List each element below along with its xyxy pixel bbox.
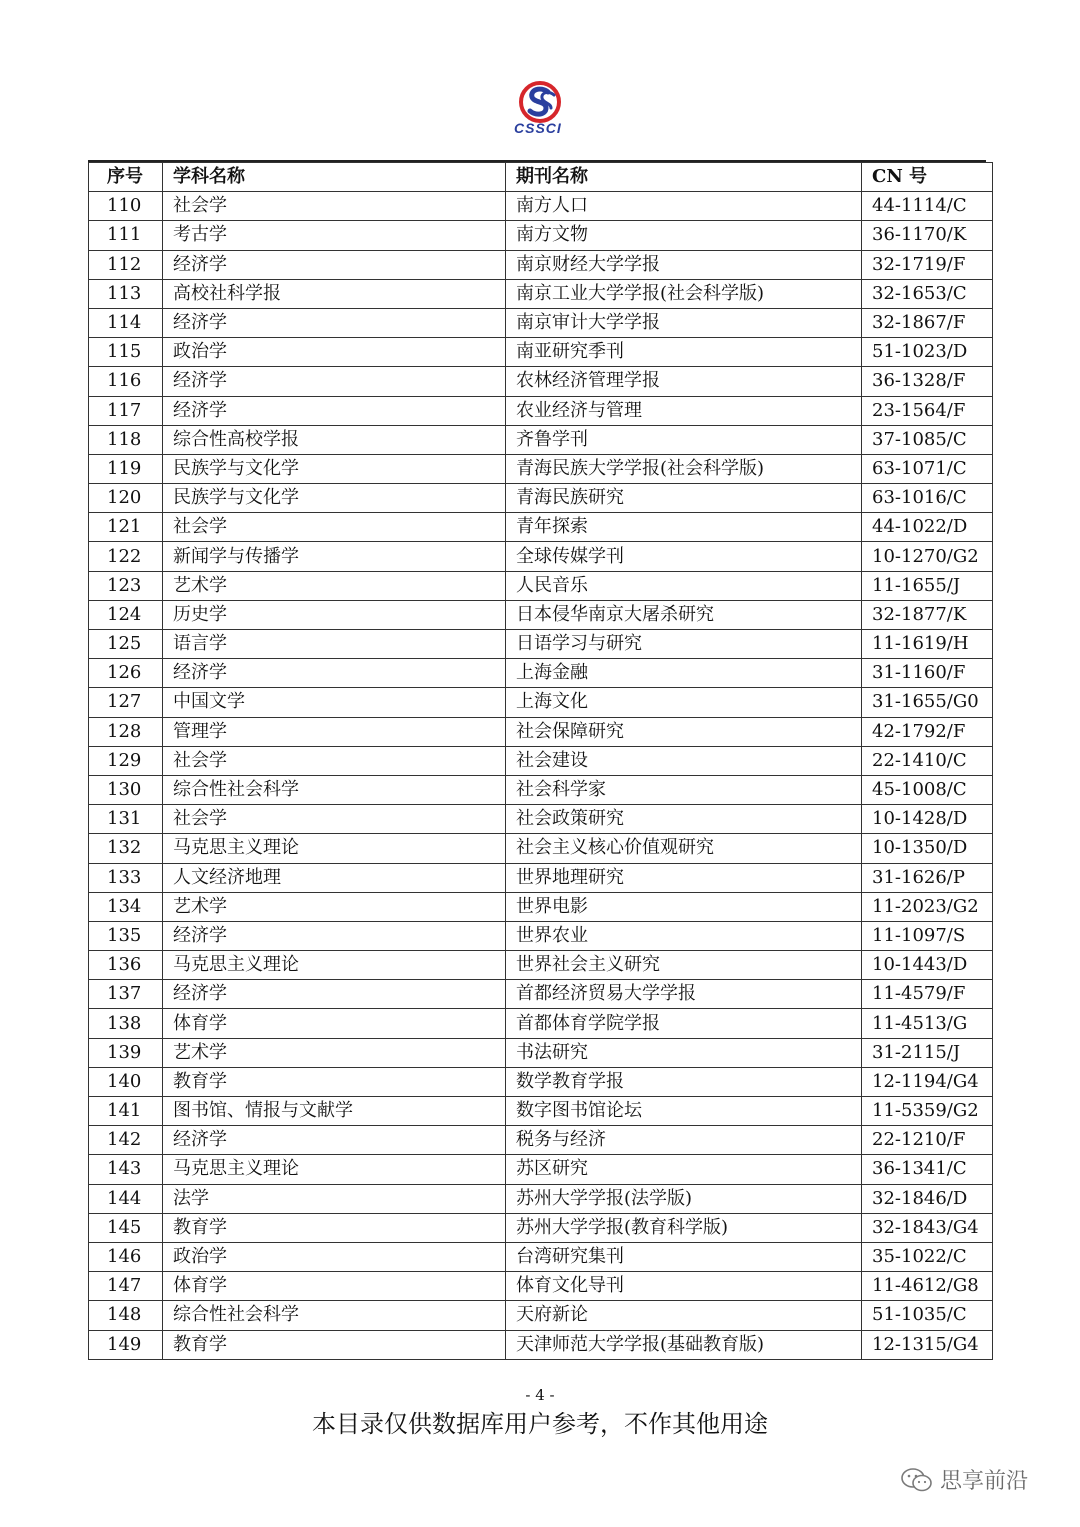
cell-index: 139 <box>89 1038 163 1067</box>
cell-index: 123 <box>89 571 163 600</box>
table-row <box>89 1097 993 1126</box>
header-cn: CN 号 <box>862 163 993 192</box>
table-row <box>89 396 993 425</box>
table-row <box>89 454 993 483</box>
cell-journal: 青年探索 <box>506 513 862 542</box>
cell-index: 113 <box>89 279 163 308</box>
cell-subject: 综合性社会科学 <box>163 775 506 804</box>
cell-cn: 11-1097/S <box>862 921 993 950</box>
cell-index: 149 <box>89 1330 163 1359</box>
cell-cn: 35-1022/C <box>862 1242 993 1271</box>
table-row <box>89 425 993 454</box>
cell-subject: 民族学与文化学 <box>163 454 506 483</box>
cell-subject: 教育学 <box>163 1213 506 1242</box>
cell-cn: 44-1022/D <box>862 513 993 542</box>
cell-subject: 教育学 <box>163 1067 506 1096</box>
table-row <box>89 746 993 775</box>
cell-cn: 12-1315/G4 <box>862 1330 993 1359</box>
cell-journal: 青海民族大学学报(社会科学版) <box>506 454 862 483</box>
cell-index: 120 <box>89 484 163 513</box>
table-row <box>89 571 993 600</box>
table-row <box>89 367 993 396</box>
cell-journal: 南方人口 <box>506 192 862 221</box>
cell-subject: 艺术学 <box>163 571 506 600</box>
cell-cn: 11-5359/G2 <box>862 1097 993 1126</box>
cell-journal: 全球传媒学刊 <box>506 542 862 571</box>
cell-journal: 体育文化导刊 <box>506 1272 862 1301</box>
cell-subject: 体育学 <box>163 1009 506 1038</box>
cell-journal: 税务与经济 <box>506 1126 862 1155</box>
cell-journal: 社会建设 <box>506 746 862 775</box>
table-header-row <box>89 163 993 192</box>
journal-table <box>88 162 993 1360</box>
logo-text: CSSCI <box>514 120 562 136</box>
cell-index: 136 <box>89 951 163 980</box>
cell-index: 127 <box>89 688 163 717</box>
cell-cn: 11-4579/F <box>862 980 993 1009</box>
cell-cn: 10-1270/G2 <box>862 542 993 571</box>
cell-subject: 经济学 <box>163 367 506 396</box>
table-row <box>89 1213 993 1242</box>
header-journal: 期刊名称 <box>506 163 862 192</box>
table-row <box>89 192 993 221</box>
cell-journal: 齐鲁学刊 <box>506 425 862 454</box>
cell-index: 125 <box>89 630 163 659</box>
cell-cn: 10-1428/D <box>862 805 993 834</box>
cell-index: 146 <box>89 1242 163 1271</box>
cell-cn: 36-1328/F <box>862 367 993 396</box>
table-row <box>89 980 993 1009</box>
table-row <box>89 600 993 629</box>
table-row <box>89 688 993 717</box>
cell-journal: 台湾研究集刊 <box>506 1242 862 1271</box>
cell-cn: 11-1655/J <box>862 571 993 600</box>
cell-cn: 31-1626/P <box>862 863 993 892</box>
cell-journal: 数学教育学报 <box>506 1067 862 1096</box>
cell-index: 145 <box>89 1213 163 1242</box>
table-row <box>89 308 993 337</box>
cell-journal: 世界电影 <box>506 892 862 921</box>
cell-subject: 新闻学与传播学 <box>163 542 506 571</box>
cell-subject: 社会学 <box>163 513 506 542</box>
cell-cn: 10-1350/D <box>862 834 993 863</box>
cell-subject: 语言学 <box>163 630 506 659</box>
cell-subject: 法学 <box>163 1184 506 1213</box>
cell-cn: 36-1170/K <box>862 221 993 250</box>
cell-journal: 社会政策研究 <box>506 805 862 834</box>
cell-journal: 数字图书馆论坛 <box>506 1097 862 1126</box>
table-row <box>89 892 993 921</box>
cell-subject: 综合性社会科学 <box>163 1301 506 1330</box>
cell-subject: 历史学 <box>163 600 506 629</box>
cell-cn: 45-1008/C <box>862 775 993 804</box>
cell-journal: 首都体育学院学报 <box>506 1009 862 1038</box>
cell-journal: 南亚研究季刊 <box>506 338 862 367</box>
table-row <box>89 834 993 863</box>
cell-subject: 经济学 <box>163 250 506 279</box>
cell-journal: 世界社会主义研究 <box>506 951 862 980</box>
cell-cn: 32-1867/F <box>862 308 993 337</box>
cell-journal: 南京财经大学学报 <box>506 250 862 279</box>
cell-index: 138 <box>89 1009 163 1038</box>
cell-journal: 社会科学家 <box>506 775 862 804</box>
table-row <box>89 630 993 659</box>
cell-journal: 苏州大学学报(教育科学版) <box>506 1213 862 1242</box>
cell-index: 144 <box>89 1184 163 1213</box>
table-row <box>89 1038 993 1067</box>
cell-subject: 艺术学 <box>163 1038 506 1067</box>
cell-subject: 民族学与文化学 <box>163 484 506 513</box>
cell-index: 128 <box>89 717 163 746</box>
cell-journal: 天津师范大学学报(基础教育版) <box>506 1330 862 1359</box>
cell-subject: 经济学 <box>163 308 506 337</box>
cell-index: 119 <box>89 454 163 483</box>
table-row <box>89 775 993 804</box>
cell-journal: 日本侵华南京大屠杀研究 <box>506 600 862 629</box>
cell-index: 142 <box>89 1126 163 1155</box>
watermark-text: 思享前沿 <box>940 1469 1029 1494</box>
cell-index: 126 <box>89 659 163 688</box>
cell-index: 117 <box>89 396 163 425</box>
cell-index: 148 <box>89 1301 163 1330</box>
header-index: 序号 <box>89 163 163 192</box>
watermark <box>900 1464 1028 1495</box>
table-row <box>89 338 993 367</box>
cell-subject: 人文经济地理 <box>163 863 506 892</box>
cell-subject: 考古学 <box>163 221 506 250</box>
cell-subject: 马克思主义理论 <box>163 1155 506 1184</box>
cell-subject: 经济学 <box>163 980 506 1009</box>
cell-subject: 高校社科学报 <box>163 279 506 308</box>
cell-index: 122 <box>89 542 163 571</box>
cell-cn: 23-1564/F <box>862 396 993 425</box>
cell-index: 133 <box>89 863 163 892</box>
cell-index: 132 <box>89 834 163 863</box>
cell-subject: 经济学 <box>163 921 506 950</box>
cell-subject: 经济学 <box>163 396 506 425</box>
table-row <box>89 1009 993 1038</box>
cell-journal: 世界农业 <box>506 921 862 950</box>
table-row <box>89 1126 993 1155</box>
cell-journal: 人民音乐 <box>506 571 862 600</box>
cell-journal: 首都经济贸易大学学报 <box>506 980 862 1009</box>
cell-index: 134 <box>89 892 163 921</box>
cell-journal: 青海民族研究 <box>506 484 862 513</box>
disclaimer-text: 本目录仅供数据库用户参考，不作其他用途 <box>312 1410 768 1438</box>
cell-journal: 南京审计大学学报 <box>506 308 862 337</box>
cell-subject: 马克思主义理论 <box>163 951 506 980</box>
table-row <box>89 1067 993 1096</box>
cell-index: 137 <box>89 980 163 1009</box>
cell-cn: 44-1114/C <box>862 192 993 221</box>
table-row <box>89 863 993 892</box>
cell-journal: 南方文物 <box>506 221 862 250</box>
cell-index: 143 <box>89 1155 163 1184</box>
wechat-icon <box>900 1467 934 1493</box>
table-row <box>89 1155 993 1184</box>
cell-subject: 政治学 <box>163 338 506 367</box>
cell-cn: 11-2023/G2 <box>862 892 993 921</box>
cell-index: 111 <box>89 221 163 250</box>
table-row <box>89 659 993 688</box>
table-row <box>89 250 993 279</box>
cell-journal: 农林经济管理学报 <box>506 367 862 396</box>
cell-index: 115 <box>89 338 163 367</box>
cell-cn: 12-1194/G4 <box>862 1067 993 1096</box>
cell-cn: 32-1719/F <box>862 250 993 279</box>
cell-journal: 日语学习与研究 <box>506 630 862 659</box>
table-row <box>89 221 993 250</box>
cell-index: 131 <box>89 805 163 834</box>
cell-cn: 36-1341/C <box>862 1155 993 1184</box>
cell-index: 124 <box>89 600 163 629</box>
table-row <box>89 951 993 980</box>
cell-cn: 37-1085/C <box>862 425 993 454</box>
table-row <box>89 717 993 746</box>
cell-index: 116 <box>89 367 163 396</box>
cell-journal: 社会保障研究 <box>506 717 862 746</box>
cell-index: 118 <box>89 425 163 454</box>
cell-subject: 社会学 <box>163 805 506 834</box>
cell-index: 130 <box>89 775 163 804</box>
cell-index: 140 <box>89 1067 163 1096</box>
cell-cn: 32-1843/G4 <box>862 1213 993 1242</box>
table-row <box>89 513 993 542</box>
cell-cn: 11-4612/G8 <box>862 1272 993 1301</box>
cell-subject: 政治学 <box>163 1242 506 1271</box>
cell-cn: 51-1035/C <box>862 1301 993 1330</box>
table-row <box>89 484 993 513</box>
cell-index: 129 <box>89 746 163 775</box>
table-row <box>89 1301 993 1330</box>
cell-cn: 22-1410/C <box>862 746 993 775</box>
cell-cn: 22-1210/F <box>862 1126 993 1155</box>
cell-subject: 教育学 <box>163 1330 506 1359</box>
cell-subject: 综合性高校学报 <box>163 425 506 454</box>
cell-index: 121 <box>89 513 163 542</box>
cell-journal: 南京工业大学学报(社会科学版) <box>506 279 862 308</box>
cell-subject: 体育学 <box>163 1272 506 1301</box>
cell-journal: 苏区研究 <box>506 1155 862 1184</box>
header-subject: 学科名称 <box>163 163 506 192</box>
cell-subject: 社会学 <box>163 746 506 775</box>
table-row <box>89 1272 993 1301</box>
cell-journal: 苏州大学学报(法学版) <box>506 1184 862 1213</box>
cell-subject: 经济学 <box>163 659 506 688</box>
cell-cn: 32-1653/C <box>862 279 993 308</box>
cell-subject: 经济学 <box>163 1126 506 1155</box>
cell-subject: 社会学 <box>163 192 506 221</box>
cell-journal: 社会主义核心价值观研究 <box>506 834 862 863</box>
cell-subject: 马克思主义理论 <box>163 834 506 863</box>
cell-index: 110 <box>89 192 163 221</box>
cell-journal: 书法研究 <box>506 1038 862 1067</box>
table-row <box>89 1242 993 1271</box>
cell-subject: 图书馆、情报与文献学 <box>163 1097 506 1126</box>
cell-journal: 天府新论 <box>506 1301 862 1330</box>
cell-cn: 11-4513/G <box>862 1009 993 1038</box>
table-row <box>89 921 993 950</box>
cell-index: 114 <box>89 308 163 337</box>
cell-cn: 31-1655/G0 <box>862 688 993 717</box>
cell-cn: 63-1016/C <box>862 484 993 513</box>
cell-index: 141 <box>89 1097 163 1126</box>
page-number: - 4 - <box>525 1386 555 1404</box>
cell-cn: 10-1443/D <box>862 951 993 980</box>
cell-cn: 11-1619/H <box>862 630 993 659</box>
cell-index: 112 <box>89 250 163 279</box>
cell-journal: 世界地理研究 <box>506 863 862 892</box>
table-row <box>89 279 993 308</box>
cell-cn: 63-1071/C <box>862 454 993 483</box>
cell-subject: 管理学 <box>163 717 506 746</box>
cell-cn: 32-1877/K <box>862 600 993 629</box>
cell-journal: 上海文化 <box>506 688 862 717</box>
cell-cn: 31-1160/F <box>862 659 993 688</box>
cell-index: 147 <box>89 1272 163 1301</box>
cell-journal: 上海金融 <box>506 659 862 688</box>
table-row <box>89 1184 993 1213</box>
cell-journal: 农业经济与管理 <box>506 396 862 425</box>
table-row <box>89 542 993 571</box>
cell-cn: 31-2115/J <box>862 1038 993 1067</box>
cell-subject: 艺术学 <box>163 892 506 921</box>
cell-subject: 中国文学 <box>163 688 506 717</box>
table-row <box>89 805 993 834</box>
cell-cn: 32-1846/D <box>862 1184 993 1213</box>
table-row <box>89 1330 993 1359</box>
cell-index: 135 <box>89 921 163 950</box>
cell-cn: 42-1792/F <box>862 717 993 746</box>
cell-cn: 51-1023/D <box>862 338 993 367</box>
